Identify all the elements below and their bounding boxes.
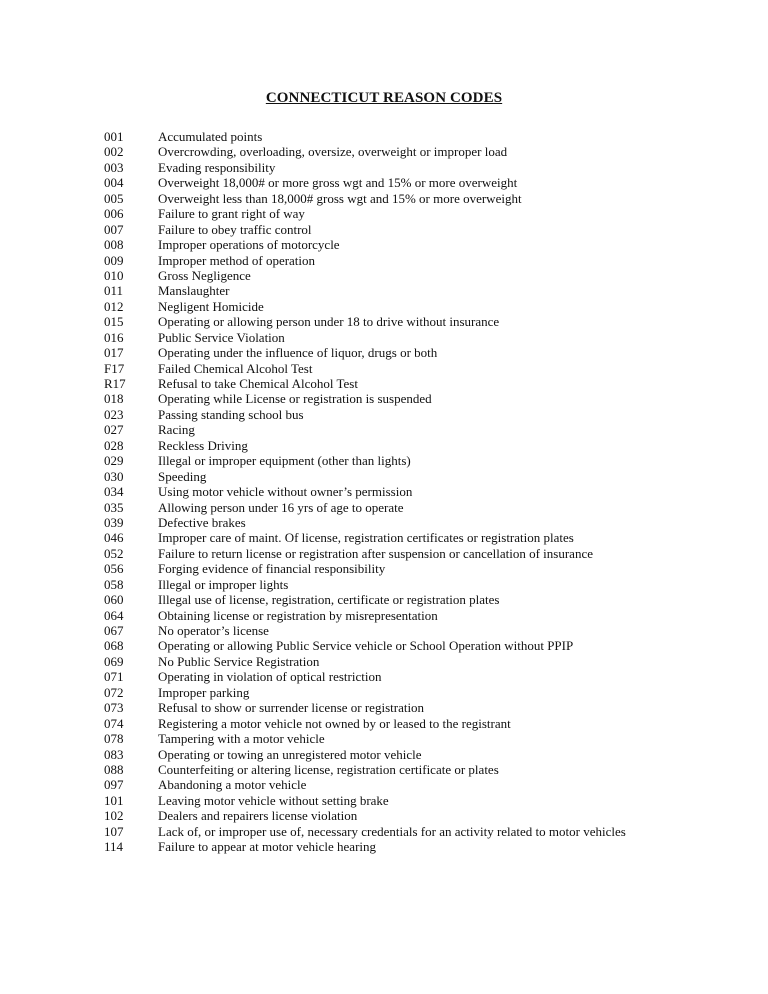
reason-description: Gross Negligence [158, 267, 251, 283]
reason-code: 010 [104, 267, 124, 283]
reason-code: 069 [104, 653, 124, 669]
reason-code: 017 [104, 345, 124, 361]
reason-description: Leaving motor vehicle without setting brake [158, 792, 389, 808]
reason-description: Overweight 18,000# or more gross wgt and 15% or more overweight [158, 175, 518, 191]
reason-description: Defective brakes [158, 514, 246, 530]
reason-description: Tampering with a motor vehicle [158, 731, 325, 747]
list-item [104, 808, 724, 823]
list-item [104, 438, 724, 453]
reason-code: 011 [104, 283, 124, 299]
reason-description: Operating under the influence of liquor, drugs or both [158, 345, 438, 361]
list-item [104, 700, 724, 715]
reason-code: 060 [104, 592, 124, 608]
reason-code: 071 [104, 669, 124, 685]
reason-code: 003 [104, 159, 124, 175]
list-item [104, 839, 724, 854]
reason-code: 035 [104, 499, 124, 515]
reason-code: F17 [104, 360, 125, 376]
reason-description: Speeding [158, 468, 207, 484]
reason-code: 068 [104, 638, 124, 654]
reason-code: 046 [104, 530, 124, 546]
reason-code: 083 [104, 746, 124, 762]
reason-code: R17 [104, 376, 126, 391]
reason-code: 114 [104, 839, 124, 855]
reason-description: No Public Service Registration [158, 653, 320, 669]
reason-description: Lack of, or improper use of, necessary credentials for an activity related to motor vehicles [158, 823, 626, 839]
list-item [104, 253, 724, 268]
reason-description: Obtaining license or registration by misrepresentation [158, 607, 438, 623]
reason-description: Negligent Homicide [158, 298, 264, 314]
reason-code: 012 [104, 298, 124, 314]
list-item [104, 314, 724, 329]
reason-code: 002 [104, 144, 124, 160]
list-item [104, 824, 724, 839]
reason-description: Abandoning a motor vehicle [158, 777, 307, 793]
reason-code: 107 [104, 823, 124, 839]
reason-code: 101 [104, 792, 124, 808]
reason-code: 001 [104, 129, 124, 144]
reason-description: Failed Chemical Alcohol Test [158, 360, 313, 376]
reason-code: 016 [104, 329, 124, 345]
reason-description: Failure to appear at motor vehicle hearing [158, 839, 377, 855]
reason-description: Improper method of operation [158, 252, 316, 268]
reason-code: 064 [104, 607, 124, 623]
reason-description: Failure to return license or registration after suspension or cancellation of insurance [158, 545, 593, 561]
list-item [104, 716, 724, 731]
reason-code: 073 [104, 700, 124, 716]
reason-code: 078 [104, 731, 124, 747]
reason-description: Counterfeiting or altering license, registration certificate or plates [158, 761, 499, 777]
list-item [104, 669, 724, 684]
list-item [104, 237, 724, 252]
list-item [104, 361, 724, 376]
reason-code: 097 [104, 777, 124, 793]
reason-description: Illegal or improper equipment (other than lights) [158, 453, 411, 469]
reason-description: Evading responsibility [158, 159, 276, 175]
reason-code: 102 [104, 808, 124, 824]
list-item [104, 577, 724, 592]
reason-description: Failure to grant right of way [158, 206, 305, 222]
reason-code: 056 [104, 561, 124, 577]
reason-code: 023 [104, 406, 124, 422]
reason-description: Passing standing school bus [158, 406, 304, 422]
list-item [104, 129, 724, 144]
reason-code: 027 [104, 422, 124, 438]
reason-code: 004 [104, 175, 124, 191]
reason-code: 015 [104, 314, 124, 330]
reason-description: Public Service Violation [158, 329, 285, 345]
reason-description: Dealers and repairers license violation [158, 808, 358, 824]
list-item [104, 422, 724, 437]
reason-description: Improper operations of motorcycle [158, 237, 340, 253]
list-item [104, 592, 724, 607]
reason-code: 088 [104, 761, 124, 777]
list-item [104, 144, 724, 159]
list-item [104, 376, 724, 391]
reason-description: Operating while License or registration is suspended [158, 391, 432, 407]
list-item [104, 283, 724, 298]
list-item [104, 654, 724, 669]
reason-code: 029 [104, 453, 124, 469]
list-item [104, 299, 724, 314]
reason-description: Overcrowding, overloading, oversize, overweight or improper load [158, 144, 508, 160]
reason-description: Illegal or improper lights [158, 576, 289, 592]
reason-code: 028 [104, 437, 124, 453]
list-item [104, 685, 724, 700]
list-item [104, 762, 724, 777]
list-item [104, 793, 724, 808]
reason-code: 007 [104, 221, 124, 237]
reason-code: 005 [104, 190, 124, 206]
reason-description: Overweight less than 18,000# gross wgt and 15% or more overweight [158, 190, 522, 206]
list-item [104, 160, 724, 175]
list-item [104, 469, 724, 484]
list-item [104, 747, 724, 762]
list-item [104, 206, 724, 221]
reason-description: Improper parking [158, 684, 250, 700]
list-item [104, 268, 724, 283]
reason-description: Failure to obey traffic control [158, 221, 312, 237]
list-item [104, 175, 724, 190]
list-item [104, 530, 724, 545]
list-item [104, 731, 724, 746]
reason-code: 039 [104, 514, 124, 530]
reason-code: 067 [104, 623, 124, 638]
reason-description: Using motor vehicle without owner’s permission [158, 484, 413, 500]
reason-code: 009 [104, 252, 124, 268]
list-item [104, 777, 724, 792]
list-item [104, 453, 724, 468]
list-item [104, 638, 724, 653]
reason-description: Operating or allowing person under 18 to drive without insurance [158, 314, 500, 330]
reason-code: 074 [104, 715, 124, 731]
list-item [104, 561, 724, 576]
reason-code: 058 [104, 576, 124, 592]
reason-description: Allowing person under 16 yrs of age to operate [158, 499, 404, 515]
reason-description: Operating or towing an unregistered motor vehicle [158, 746, 422, 762]
reason-code: 034 [104, 484, 124, 500]
reason-description: Operating in violation of optical restriction [158, 669, 382, 685]
list-item [104, 330, 724, 345]
reason-description: Manslaughter [158, 283, 230, 299]
reason-description: Refusal to take Chemical Alcohol Test [158, 376, 358, 391]
list-item [104, 623, 724, 638]
list-item [104, 391, 724, 406]
list-item [104, 191, 724, 206]
reason-description: No operator’s license [158, 623, 269, 638]
reason-code: 008 [104, 237, 124, 253]
list-item [104, 608, 724, 623]
reason-description: Illegal use of license, registration, certificate or registration plates [158, 592, 500, 608]
list-item [104, 515, 724, 530]
reason-description: Operating or allowing Public Service vehicle or School Operation without PPIP [158, 638, 574, 654]
list-item [104, 407, 724, 422]
page-title: CONNECTICUT REASON CODES [265, 90, 503, 106]
reason-description: Registering a motor vehicle not owned by or leased to the registrant [158, 715, 511, 731]
reason-code: 006 [104, 206, 124, 222]
reason-description: Forging evidence of financial responsibility [158, 561, 386, 577]
list-item [104, 222, 724, 237]
list-item [104, 345, 724, 360]
reason-code: 052 [104, 545, 124, 561]
reason-codes-list [104, 129, 724, 855]
reason-description: Reckless Driving [158, 437, 248, 453]
reason-description: Accumulated points [158, 129, 263, 144]
reason-code: 030 [104, 468, 124, 484]
reason-description: Refusal to show or surrender license or registration [158, 700, 425, 716]
list-item [104, 500, 724, 515]
list-item [104, 484, 724, 499]
reason-code: 018 [104, 391, 124, 407]
reason-description: Improper care of maint. Of license, registration certificates or registration plates [158, 530, 574, 546]
list-item [104, 546, 724, 561]
reason-code: 072 [104, 684, 124, 700]
reason-description: Racing [158, 422, 195, 438]
